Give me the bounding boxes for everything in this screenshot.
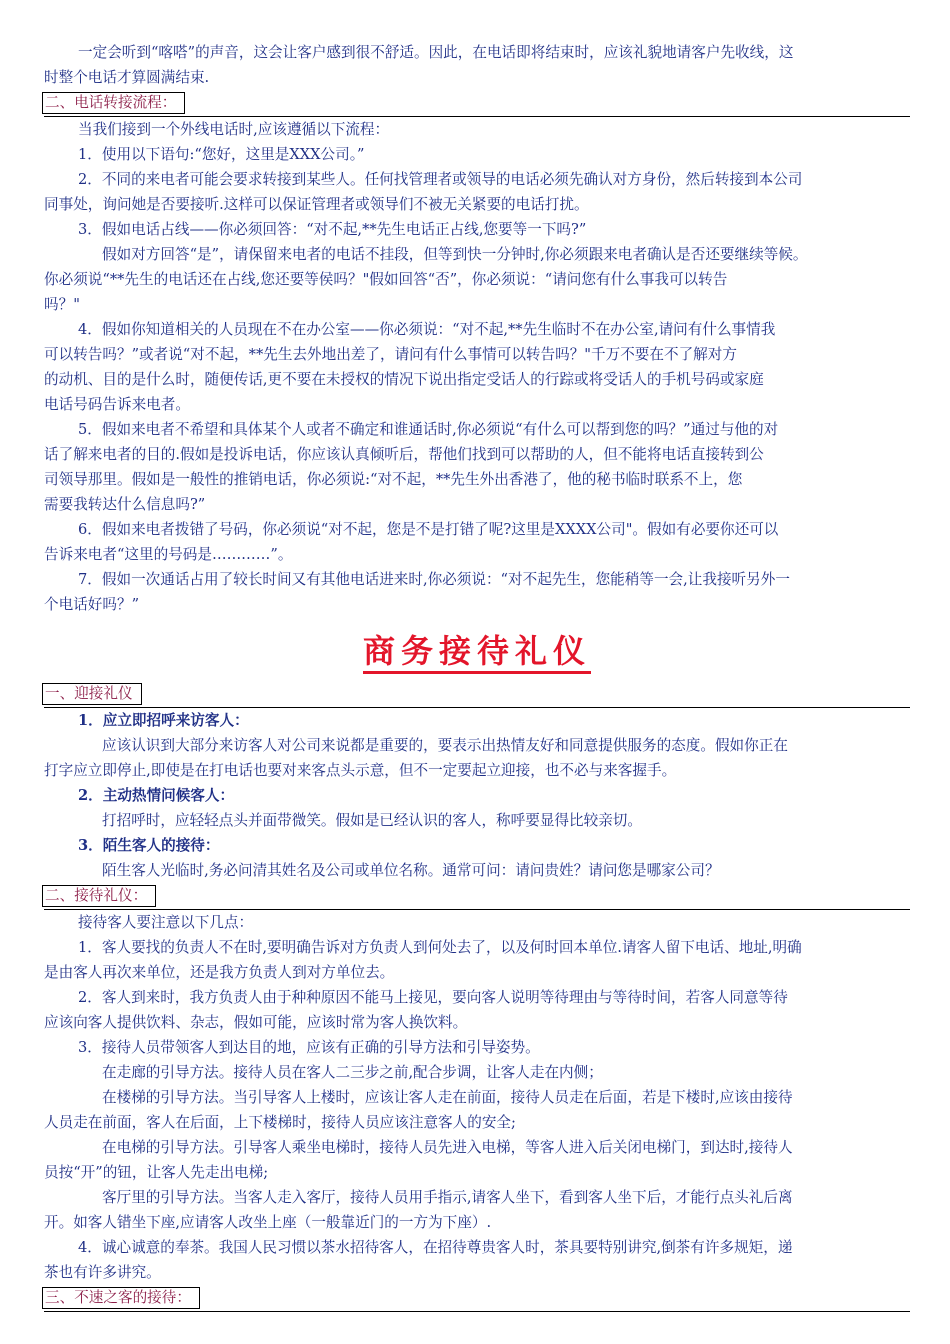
welcome-text-1a: 应该认识到大部分来访客人对公司来说都是重要的，要表示出热情友好和同意提供服务的态度。假如你正在 [102,737,788,754]
transfer-item-3c: 你必须说“**先生的电话还在占线,您还要等侯吗？"假如回答“否”，你必须说：“请问您有什么事我可以转告 [44,271,728,288]
welcome-subheading-3: 3．陌生客人的接待： [78,837,220,854]
section-heading-bar [44,681,910,708]
transfer-item-3d: 吗？" [44,296,80,313]
welcome-text-2a: 打招呼时，应轻轻点头并面带微笑。假如是已经认识的客人，称呼要显得比较亲切。 [102,812,642,829]
reception-item-3d1: 客厅里的引导方法。当客人走入客厅，接待人员用手指示,请客人坐下，看到客人坐下后，才能行点头礼后离 [102,1189,793,1206]
reception-item-3a: 在走廊的引导方法。接待人员在客人二三步之前,配合步调，让客人走在内侧； [102,1064,603,1081]
transfer-item-7b: 个电话好吗？” [44,596,140,613]
reception-item-3d2: 开。如客人错坐下座,应请客人改坐上座（一般靠近门的一方为下座）. [44,1214,492,1231]
section-heading-bar [44,1285,910,1312]
transfer-item-4d: 电话号码告诉来电者。 [44,396,190,413]
reception-item-3b1: 在楼梯的引导方法。当引导客人上楼时，应该让客人走在前面，接待人员走在后面，若是下楼时,应该由接待 [102,1089,793,1106]
transfer-item-4c: 的动机、目的是什么时，随便传话,更不要在未授权的情况下说出指定受话人的行踪或将受话人的手机号码或家庭 [44,371,764,388]
section-heading-welcome: 一、迎接礼仪 [42,683,142,705]
transfer-item-5c: 司领导那里。假如是一般性的推销电话，你必须说:“对不起，**先生外出香港了，他的秘书临时联系不上，您 [44,471,743,488]
reception-item-2b: 应该向客人提供饮料、杂志，假如可能，应该时常为客人换饮料。 [44,1014,468,1031]
page-title-text: 商务接待礼仪 [363,632,591,674]
welcome-subheading-1: 1．应立即招呼来访客人： [78,712,249,729]
intro-line-1: 一定会听到“喀嗒”的声音，这会让客户感到很不舒适。因此，在电话即将结束时，应该礼貌地请客户先收线，这 [78,44,794,61]
reception-item-1a: 1．客人要找的负责人不在时,要明确告诉对方负责人到何处去了，以及何时回本单位.请客人留下电话、地址,明确 [78,939,802,956]
reception-lead: 接待客人要注意以下几点： [78,914,254,931]
transfer-item-5b: 话了解来电者的目的.假如是投诉电话，你应该认真倾听后，帮他们找到可以帮助的人，但不能将电话直接转到公 [44,446,764,463]
reception-item-1b: 是由客人再次来单位，还是我方负责人到对方单位去。 [44,964,395,981]
transfer-item-3b: 假如对方回答“是”，请保留来电者的电话不挂段，但等到快一分钟时,你必须跟来电者确认是否还要继续等候。 [102,246,808,263]
transfer-lead: 当我们接到一个外线电话时,应该遵循以下流程： [78,121,390,138]
reception-item-4a: 4．诚心诚意的奉茶。我国人民习惯以茶水招待客人，在招待尊贵客人时，茶具要特别讲究,倒茶有许多规矩，递 [78,1239,793,1256]
reception-item-3b2: 人员走在前面，客人在后面，上下楼梯时，接待人员应该注意客人的安全; [44,1114,516,1131]
reception-item-3c1: 在电梯的引导方法。引导客人乘坐电梯时，接待人员先进入电梯，等客人进入后关闭电梯门，到达时,接待人 [102,1139,793,1156]
section-heading-unexpected: 三、不速之客的接待： [42,1287,200,1309]
reception-item-2a: 2．客人到来时，我方负责人由于种种原因不能马上接见，要向客人说明等待理由与等待时间，若客人同意等待 [78,989,788,1006]
welcome-subheading-2: 2．主动热情问候客人： [78,787,235,804]
reception-item-4b: 茶也有许多讲究。 [44,1264,161,1281]
transfer-item-4a: 4．假如你知道相关的人员现在不在办公室——你必须说：“对不起,**先生临时不在办公室,请问有什么事情我 [78,321,776,338]
transfer-item-1: 1．使用以下语句:“您好，这里是XXX公司。” [78,146,365,163]
transfer-item-2b: 同事处，询问她是否要接听.这样可以保证管理者或领导们不被无关紧要的电话打扰。 [44,196,589,213]
welcome-text-1b: 打字应立即停止,即使是在打电话也要对来客点头示意，但不一定要起立迎接，也不必与来客握手。 [44,762,677,779]
page-title [44,629,910,673]
section-heading-bar [44,90,910,117]
reception-item-3: 3．接待人员带领客人到达目的地，应该有正确的引导方法和引导姿势。 [78,1039,540,1056]
welcome-text-3a: 陌生客人光临时,务必问清其姓名及公司或单位名称。通常可问：请问贵姓？请问您是哪家公司？ [102,862,720,879]
transfer-item-3a: 3．假如电话占线——你必须回答：“对不起,**先生电话正占线,您要等一下吗?” [78,221,587,238]
section-heading-bar [44,883,910,910]
transfer-item-7a: 7．假如一次通话占用了较长时间又有其他电话进来时,你必须说：“对不起先生，您能稍等一会,让我接听另外一 [78,571,790,588]
intro-line-2: 时整个电话才算圆满结束. [44,69,210,86]
reception-item-3c2: 员按“开”的钮，让客人先走出电梯; [44,1164,269,1181]
document-page [44,40,910,1312]
transfer-item-6b: 告诉来电者“这里的号码是…………”。 [44,546,293,563]
transfer-item-5a: 5．假如来电者不希望和具体某个人或者不确定和谁通话时,你必须说“有什么可以帮到您的吗？”通过与他的对 [78,421,779,438]
transfer-item-6a: 6．假如来电者拨错了号码，你必须说“对不起，您是不是打错了呢?这里是XXXX公司"。假如有必要你还可以 [78,521,779,538]
transfer-item-2a: 2．不同的来电者可能会要求转接到某些人。任何找管理者或领导的电话必须先确认对方身份，然后转接到本公司 [78,171,803,188]
transfer-item-5d: 需要我转达什么信息吗?” [44,496,206,513]
section-heading-transfer: 二、电话转接流程： [42,92,185,114]
transfer-item-4b: 可以转告吗？”或者说“对不起，**先生去外地出差了，请问有什么事情可以转告吗？"千万不要在不了解对方 [44,346,737,363]
section-heading-reception: 二、接待礼仪： [42,885,156,907]
